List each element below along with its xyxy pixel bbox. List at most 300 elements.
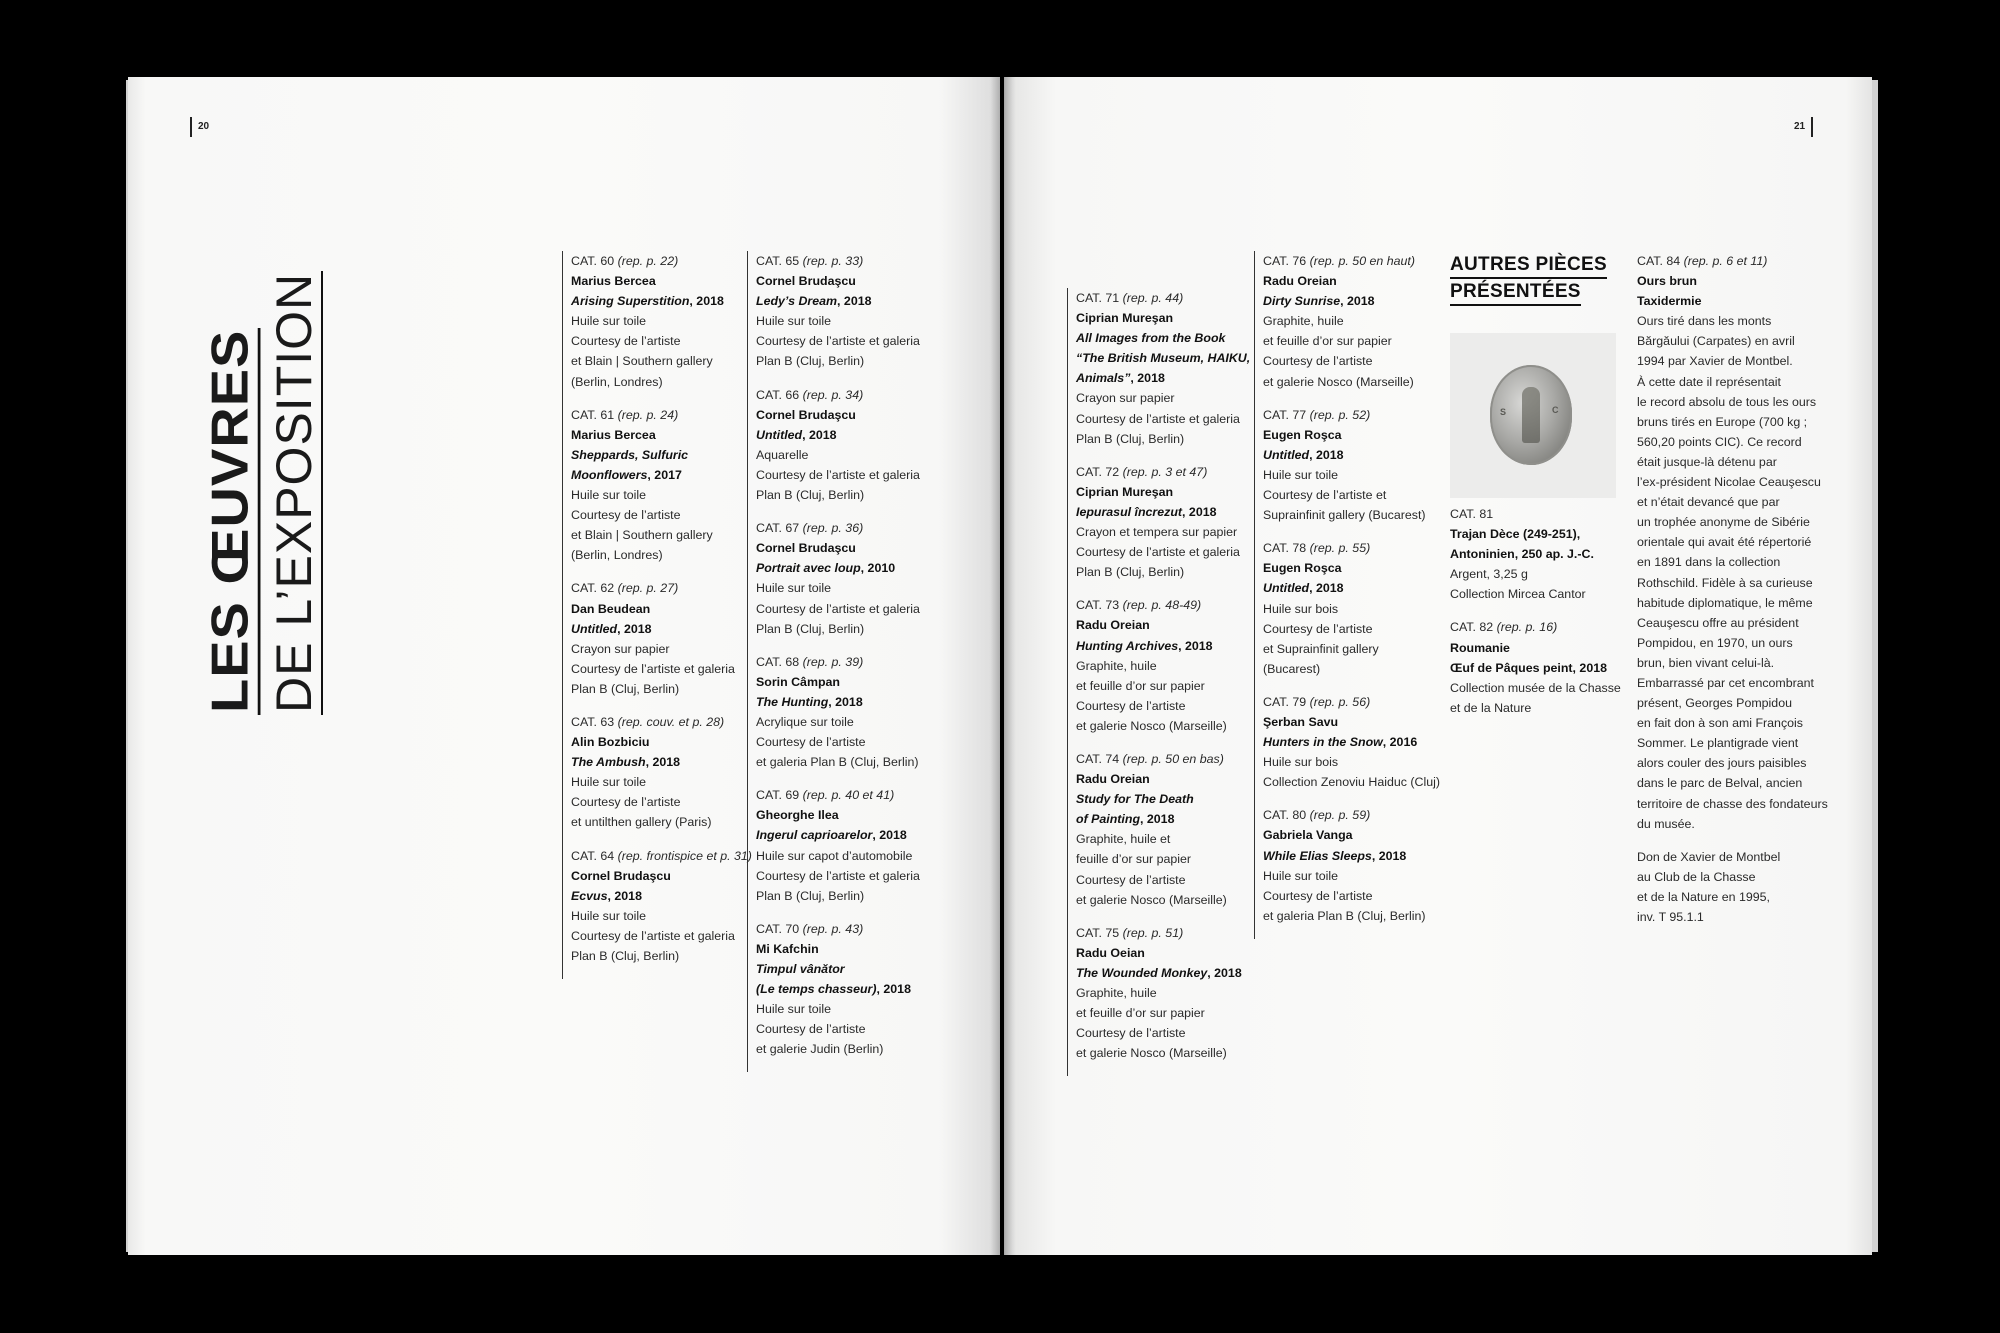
work-title-text: The Hunting bbox=[756, 694, 829, 709]
section-title-line1: LES ŒUVRES bbox=[200, 329, 259, 713]
description-line: Ours tiré dans les monts bbox=[1637, 314, 1772, 329]
work-detail: et galerie Nosco (Marseille) bbox=[1076, 892, 1227, 907]
catalog-entry bbox=[1263, 405, 1440, 526]
work-year: , 2018 bbox=[828, 694, 863, 709]
work-title-text: Animals” bbox=[1076, 371, 1131, 386]
object-detail: Argent, 3,25 g bbox=[1450, 567, 1528, 582]
catalog-number bbox=[1263, 805, 1440, 825]
description-line: le record absolu de tous les ours bbox=[1637, 394, 1817, 409]
work-title-text: Study for The Death bbox=[1076, 792, 1194, 807]
work-year: , 2018 bbox=[1340, 294, 1375, 309]
work-detail: Plan B (Cluj, Berlin) bbox=[756, 621, 865, 636]
catalog-entry bbox=[1637, 251, 1828, 834]
object-detail: Collection musée de la Chasse bbox=[1450, 680, 1621, 695]
cat-label: CAT. 61 bbox=[571, 407, 615, 422]
work-detail: Huile sur toile bbox=[756, 314, 832, 329]
work-detail: et feuille d’or sur papier bbox=[1076, 1006, 1205, 1021]
page-reference: (rep. p. 44) bbox=[1122, 291, 1184, 305]
description-line: Sommer. Le plantigrade vient bbox=[1637, 736, 1799, 751]
work-detail: Courtesy de l’artiste bbox=[1076, 1026, 1186, 1041]
object-title: Antoninien, 250 ap. J.-C. bbox=[1450, 547, 1594, 562]
description-line: en fait don à son ami François bbox=[1637, 716, 1803, 731]
page-reference: (rep. p. 48-49) bbox=[1122, 598, 1202, 613]
work-detail: et galerie Nosco (Marseille) bbox=[1263, 374, 1414, 389]
artist-name: Şerban Savu bbox=[1263, 714, 1339, 729]
artist-name: Mi Kafchin bbox=[756, 941, 819, 956]
object-title: Œuf de Pâques peint, 2018 bbox=[1450, 660, 1607, 675]
work-detail: Plan B (Cluj, Berlin) bbox=[1076, 565, 1185, 580]
work-detail: Crayon et tempera sur papier bbox=[1076, 525, 1238, 540]
work-detail: Huile sur bois bbox=[1263, 755, 1339, 770]
work-detail: Crayon sur papier bbox=[571, 641, 670, 656]
description-line: en 1891 dans la collection bbox=[1637, 555, 1781, 570]
artist-name: Sorin Câmpan bbox=[756, 674, 840, 689]
catalog-entry bbox=[571, 712, 752, 833]
page-reference: (rep. p. 50 en bas) bbox=[1122, 751, 1224, 766]
work-detail: et galerie Judin (Berlin) bbox=[756, 1042, 884, 1057]
page-reference: (rep. p. 52) bbox=[1309, 407, 1371, 422]
work-detail: Plan B (Cluj, Berlin) bbox=[756, 488, 865, 503]
cat-label: CAT. 72 bbox=[1076, 464, 1120, 479]
work-title-text: of Painting bbox=[1076, 812, 1141, 827]
work-detail: Courtesy de l’artiste bbox=[1263, 888, 1373, 903]
coin-letter-left: S bbox=[1500, 407, 1507, 417]
catalog-entry bbox=[1076, 923, 1250, 1064]
work-title-text: (Le temps chasseur) bbox=[756, 982, 877, 997]
cat-label: CAT. 60 bbox=[571, 254, 615, 268]
coin-figure bbox=[1522, 387, 1540, 443]
work-detail: et feuille d’or sur papier bbox=[1076, 678, 1205, 693]
object-title: Ours brun bbox=[1637, 274, 1697, 289]
work-detail: (Bucarest) bbox=[1263, 661, 1321, 676]
catalog-column-3 bbox=[1067, 288, 1250, 1076]
page-reference: (rep. p. 39) bbox=[802, 654, 864, 669]
object-title: Taxidermie bbox=[1637, 294, 1702, 309]
catalog-entry bbox=[571, 405, 752, 566]
catalog-number bbox=[1263, 251, 1440, 271]
catalog-entry bbox=[1450, 504, 1621, 604]
page-reference: (rep. p. 50 en haut) bbox=[1309, 254, 1415, 268]
page-reference: (rep. p. 55) bbox=[1309, 541, 1371, 556]
description-line: 1994 par Xavier de Montbel. bbox=[1637, 354, 1793, 369]
work-detail: Huile sur toile bbox=[1263, 868, 1339, 883]
cat-label: CAT. 80 bbox=[1263, 808, 1307, 823]
description-line: habitude diplomatique, le même bbox=[1637, 595, 1813, 610]
work-title-text: Iepurasul încrezut bbox=[1076, 504, 1183, 519]
artist-name: Eugen Roşca bbox=[1263, 427, 1342, 442]
work-year: , 2018 bbox=[872, 828, 907, 843]
work-title-text: Timpul vânător bbox=[756, 962, 845, 976]
page-reference: (rep. p. 3 et 47) bbox=[1122, 464, 1208, 479]
work-detail: Courtesy de l’artiste et galeria bbox=[756, 601, 920, 616]
work-title bbox=[1263, 732, 1440, 752]
work-title-text: The Ambush bbox=[571, 755, 646, 770]
cat-label: CAT. 75 bbox=[1076, 925, 1120, 940]
catalog-number bbox=[571, 405, 752, 425]
work-year: , 2018 bbox=[1178, 638, 1213, 653]
cat-label: CAT. 69 bbox=[756, 788, 800, 803]
artist-name: Eugen Roşca bbox=[1263, 561, 1342, 576]
catalog-number bbox=[1076, 923, 1250, 943]
cat-label: CAT. 74 bbox=[1076, 751, 1120, 766]
section-title bbox=[200, 271, 323, 715]
page-reference: (rep. p. 16) bbox=[1496, 620, 1558, 635]
work-title bbox=[1263, 291, 1440, 311]
work-detail: Plan B (Cluj, Berlin) bbox=[571, 681, 680, 696]
artist-name: Dan Beudean bbox=[571, 601, 651, 616]
work-detail: Acrylique sur toile bbox=[756, 714, 854, 729]
artist-name: Cornel Brudaşcu bbox=[571, 868, 671, 883]
work-title bbox=[571, 445, 752, 465]
cat-label: CAT. 66 bbox=[756, 387, 800, 402]
work-year: , 2018 bbox=[1309, 447, 1344, 462]
work-detail: Courtesy de l’artiste bbox=[756, 735, 866, 750]
catalog-entry bbox=[756, 518, 920, 639]
work-title bbox=[571, 619, 752, 639]
catalog-entry bbox=[1263, 692, 1440, 792]
catalog-entry bbox=[756, 919, 920, 1060]
description-line: orientale qui avait été répertorié bbox=[1637, 535, 1812, 550]
cat-label: CAT. 62 bbox=[571, 581, 615, 596]
cat-label: CAT. 77 bbox=[1263, 407, 1307, 422]
work-title bbox=[571, 752, 752, 772]
work-detail: Huile sur toile bbox=[571, 775, 647, 790]
work-title-text: Dirty Sunrise bbox=[1263, 294, 1341, 309]
work-detail: Crayon sur papier bbox=[1076, 391, 1175, 406]
page-reference: (rep. p. 33) bbox=[802, 254, 864, 268]
work-year: , 2018 bbox=[617, 621, 652, 636]
work-title-text: “The British Museum, HAIKU, bbox=[1076, 351, 1251, 366]
page-reference: (rep. p. 34) bbox=[802, 387, 864, 402]
work-detail: Courtesy de l’artiste et galeria bbox=[1076, 545, 1240, 560]
catalog-number bbox=[756, 251, 920, 271]
description-line: était jusque-là détenu par bbox=[1637, 454, 1777, 469]
description-line: À cette date il représentait bbox=[1637, 374, 1781, 389]
description-line: du musée. bbox=[1637, 816, 1695, 831]
catalog-number bbox=[1263, 405, 1440, 425]
catalog-number bbox=[1076, 749, 1250, 769]
work-detail: Graphite, huile bbox=[1076, 658, 1157, 673]
cat-label: CAT. 78 bbox=[1263, 541, 1307, 556]
catalog-entry bbox=[1076, 288, 1250, 449]
artist-name: Gheorghe Ilea bbox=[756, 808, 839, 823]
folio-left: 20 bbox=[190, 117, 209, 137]
work-year: , 2016 bbox=[1382, 735, 1418, 750]
cat-label: CAT. 76 bbox=[1263, 254, 1307, 268]
bear-entry-column bbox=[1637, 251, 1828, 940]
donation-line: Don de Xavier de Montbel bbox=[1637, 849, 1781, 864]
catalog-column-4 bbox=[1254, 251, 1440, 939]
work-detail: Aquarelle bbox=[756, 447, 809, 462]
work-detail: Courtesy de l’artiste bbox=[1076, 698, 1186, 713]
work-year: , 2018 bbox=[645, 755, 681, 770]
artist-name: Cornel Brudaşcu bbox=[756, 541, 856, 556]
silver-coin-icon bbox=[1490, 365, 1572, 465]
object-title: Trajan Dèce (249-251), bbox=[1450, 527, 1581, 542]
artist-name: Cornel Brudaşcu bbox=[756, 407, 856, 422]
donation-line: au Club de la Chasse bbox=[1637, 869, 1756, 884]
work-title-text: While Elias Sleeps bbox=[1263, 848, 1372, 863]
work-title bbox=[571, 886, 752, 906]
work-year: , 2018 bbox=[1309, 581, 1344, 596]
catalog-column-2 bbox=[747, 251, 920, 1072]
artist-name: Radu Oeian bbox=[1076, 945, 1145, 960]
catalog-entry bbox=[571, 846, 752, 967]
work-title-text: Ingerul caprioarelor bbox=[756, 828, 873, 843]
artist-name: Radu Oreian bbox=[1076, 618, 1150, 633]
work-detail: Courtesy de l’artiste bbox=[756, 1022, 866, 1037]
work-title bbox=[1263, 846, 1440, 866]
description-line: 560,20 points CIC). Ce record bbox=[1637, 434, 1802, 449]
work-title bbox=[1263, 578, 1440, 598]
work-title bbox=[756, 425, 920, 445]
work-title bbox=[571, 465, 752, 485]
work-year: , 2018 bbox=[1207, 965, 1242, 980]
work-title bbox=[756, 692, 920, 712]
work-detail: Huile sur toile bbox=[571, 908, 647, 923]
work-detail: Courtesy de l’artiste bbox=[571, 508, 681, 523]
catalog-entry bbox=[756, 251, 920, 372]
catalog-entry bbox=[1263, 251, 1440, 392]
work-year: , 2018 bbox=[876, 982, 911, 997]
cat-label: CAT. 67 bbox=[756, 521, 800, 536]
artist-name: Marius Bercea bbox=[571, 274, 656, 289]
work-detail: Courtesy de l’artiste et galeria bbox=[1076, 411, 1240, 426]
work-title-text: Untitled bbox=[756, 427, 803, 442]
work-year: , 2018 bbox=[1182, 504, 1217, 519]
donation-note bbox=[1637, 847, 1828, 927]
cat-label: CAT. 84 bbox=[1637, 254, 1681, 268]
page-reference: (rep. p. 27) bbox=[617, 581, 679, 596]
work-title-text: Untitled bbox=[1263, 581, 1310, 596]
artist-name: Radu Oreian bbox=[1263, 274, 1337, 289]
work-title bbox=[1076, 502, 1250, 522]
work-detail: Courtesy de l’artiste et galeria bbox=[571, 928, 735, 943]
work-title bbox=[1263, 445, 1440, 465]
description-line: Bărgăului (Carpates) en avril bbox=[1637, 334, 1795, 349]
work-year: , 2017 bbox=[647, 467, 682, 482]
work-title bbox=[1076, 348, 1250, 368]
work-detail: Courtesy de l’artiste et bbox=[1263, 488, 1387, 503]
description-line: Embarrassé par cet encombrant bbox=[1637, 675, 1814, 690]
work-detail: et Blain | Southern gallery bbox=[571, 354, 713, 369]
work-detail: Graphite, huile bbox=[1263, 314, 1344, 329]
work-detail: Courtesy de l’artiste et galeria bbox=[571, 661, 735, 676]
cat-label: CAT. 79 bbox=[1263, 694, 1307, 709]
work-detail: Graphite, huile bbox=[1076, 986, 1157, 1000]
work-detail: Courtesy de l’artiste bbox=[1263, 354, 1373, 369]
work-detail: (Berlin, Londres) bbox=[571, 548, 663, 563]
catalog-entry bbox=[571, 578, 752, 699]
work-year: , 2018 bbox=[1130, 371, 1165, 386]
work-detail: Courtesy de l’artiste bbox=[1263, 621, 1373, 636]
object-detail: et de la Nature bbox=[1450, 700, 1532, 715]
description-line: bruns tirés en Europe (700 kg ; bbox=[1637, 414, 1808, 429]
work-detail: feuille d’or sur papier bbox=[1076, 852, 1192, 867]
page-reference: (rep. p. 6 et 11) bbox=[1683, 254, 1768, 268]
work-detail: Courtesy de l’artiste et galeria bbox=[756, 467, 920, 482]
work-detail: Huile sur toile bbox=[1263, 467, 1339, 482]
work-detail: et galerie Nosco (Marseille) bbox=[1076, 718, 1227, 733]
description-line: un trophée anonyme de Sibérie bbox=[1637, 515, 1810, 530]
artist-name: Marius Bercea bbox=[571, 427, 656, 442]
work-detail: (Berlin, Londres) bbox=[571, 374, 663, 389]
catalog-entry bbox=[571, 251, 752, 392]
work-title bbox=[756, 291, 920, 311]
page-reference: (rep. p. 59) bbox=[1309, 808, 1371, 823]
book-gutter bbox=[990, 77, 1016, 1255]
cat-label: CAT. 73 bbox=[1076, 598, 1120, 613]
coin-photo bbox=[1450, 333, 1616, 498]
donation-line: inv. T 95.1.1 bbox=[1637, 910, 1704, 924]
work-detail: et untilthen gallery (Paris) bbox=[571, 815, 712, 830]
catalog-number bbox=[756, 785, 920, 805]
catalog-number bbox=[1263, 692, 1440, 712]
object-detail: Collection Mircea Cantor bbox=[1450, 587, 1586, 602]
catalog-number bbox=[756, 385, 920, 405]
description-line: l’ex-président Nicolae Ceauşescu bbox=[1637, 475, 1821, 490]
other-pieces-heading: AUTRES PIÈCES PRÉSENTÉES bbox=[1450, 252, 1607, 306]
catalog-number bbox=[1263, 538, 1440, 558]
work-title-text: Ecvus bbox=[571, 888, 608, 903]
page-reference: (rep. p. 43) bbox=[802, 921, 864, 936]
cat-label: CAT. 70 bbox=[756, 921, 800, 936]
artist-name: Ciprian Mureşan bbox=[1076, 484, 1174, 499]
description-line: dans le parc de Belval, ancien bbox=[1637, 776, 1803, 791]
catalog-entry bbox=[1076, 462, 1250, 583]
catalog-entry bbox=[1450, 617, 1621, 717]
catalog-entry bbox=[1076, 749, 1250, 910]
page-reference: (rep. p. 22) bbox=[617, 254, 679, 268]
work-title bbox=[1076, 789, 1250, 809]
catalog-column-1 bbox=[562, 251, 752, 979]
catalog-number bbox=[1637, 251, 1828, 271]
catalog-entry bbox=[756, 385, 920, 506]
work-title bbox=[1076, 636, 1250, 656]
catalog-number bbox=[571, 578, 752, 598]
work-title bbox=[1076, 328, 1250, 348]
work-detail: Plan B (Cluj, Berlin) bbox=[571, 949, 680, 963]
work-title-text: All Images from the Book bbox=[1076, 331, 1226, 346]
folio-right: 21 bbox=[1794, 117, 1813, 137]
cat-label: CAT. 64 bbox=[571, 848, 615, 863]
work-detail: et galerie Nosco (Marseille) bbox=[1076, 1046, 1227, 1061]
description-line: territoire de chasse des fondateurs bbox=[1637, 796, 1828, 811]
catalog-number bbox=[571, 251, 752, 271]
work-detail: Courtesy de l’artiste et galeria bbox=[756, 868, 920, 883]
work-title-text: The Wounded Monkey bbox=[1076, 965, 1208, 980]
work-detail: et Suprainfinit gallery bbox=[1263, 641, 1379, 656]
catalog-entry bbox=[1263, 538, 1440, 679]
artist-name: Ciprian Mureşan bbox=[1076, 311, 1174, 326]
work-detail: Huile sur toile bbox=[756, 1002, 832, 1017]
work-title bbox=[1076, 963, 1250, 983]
catalog-number bbox=[756, 652, 920, 672]
work-title bbox=[756, 959, 920, 979]
description-line: alors couler des jours paisibles bbox=[1637, 756, 1807, 771]
work-title-text: Moonflowers bbox=[571, 467, 648, 482]
work-detail: Courtesy de l’artiste et galeria bbox=[756, 334, 920, 349]
catalog-number bbox=[571, 846, 752, 866]
work-title bbox=[756, 979, 920, 999]
catalog-number bbox=[756, 919, 920, 939]
work-title-text: Sheppards, Sulfuric bbox=[571, 447, 689, 462]
work-title bbox=[1076, 368, 1250, 388]
work-detail: et Blain | Southern gallery bbox=[571, 528, 713, 543]
work-title-text: Hunting Archives bbox=[1076, 638, 1179, 653]
catalog-number bbox=[1076, 462, 1250, 482]
catalog-entry bbox=[756, 652, 920, 773]
page-reference: (rep. p. 56) bbox=[1309, 694, 1371, 709]
work-title-text: Untitled bbox=[571, 621, 618, 636]
work-year: , 2018 bbox=[607, 888, 642, 903]
work-detail: Huile sur bois bbox=[1263, 601, 1339, 616]
artist-name: Gabriela Vanga bbox=[1263, 828, 1353, 843]
description-line: Rothschild. Fidèle à sa curieuse bbox=[1637, 575, 1813, 590]
work-title-text: Portrait avec loup bbox=[756, 561, 861, 576]
object-title: Roumanie bbox=[1450, 640, 1510, 655]
work-detail: Graphite, huile et bbox=[1076, 832, 1171, 847]
catalog-entry bbox=[756, 785, 920, 906]
catalog-number bbox=[571, 712, 752, 732]
work-year: , 2010 bbox=[860, 561, 896, 576]
catalog-entry bbox=[1263, 805, 1440, 926]
catalog-number bbox=[1076, 288, 1250, 308]
description-line: Pompidou, en 1970, un ours bbox=[1637, 635, 1793, 650]
artist-name: Alin Bozbiciu bbox=[571, 735, 650, 750]
coin-letter-right: C bbox=[1552, 405, 1559, 415]
work-detail: Courtesy de l’artiste bbox=[571, 334, 681, 349]
work-detail: Huile sur toile bbox=[571, 488, 647, 503]
cat-label: CAT. 82 bbox=[1450, 620, 1494, 635]
work-title-text: Ledy’s Dream bbox=[756, 294, 838, 309]
work-detail: Plan B (Cluj, Berlin) bbox=[756, 354, 865, 369]
work-detail: Huile sur capot d’automobile bbox=[756, 848, 913, 863]
page-reference: (rep. p. 40 et 41) bbox=[802, 788, 895, 803]
artist-name: Cornel Brudaşcu bbox=[756, 274, 856, 289]
description-line: et n’était devancé que par bbox=[1637, 495, 1780, 510]
cat-label: CAT. 63 bbox=[571, 714, 615, 729]
donation-line: et de la Nature en 1995, bbox=[1637, 889, 1770, 904]
work-detail: Huile sur toile bbox=[756, 581, 832, 596]
section-title-line2: DE L’EXPOSITION bbox=[266, 272, 322, 713]
catalog-number bbox=[1076, 595, 1250, 615]
work-year: , 2018 bbox=[1371, 848, 1407, 863]
page-reference: (rep. p. 24) bbox=[617, 407, 679, 422]
work-year: , 2018 bbox=[1140, 812, 1175, 827]
cat-label: CAT. 65 bbox=[756, 254, 800, 268]
work-detail: Plan B (Cluj, Berlin) bbox=[1076, 431, 1185, 446]
work-detail: et galeria Plan B (Cluj, Berlin) bbox=[756, 755, 919, 770]
cat-label: CAT. 81 bbox=[1450, 507, 1494, 521]
work-title-text: Untitled bbox=[1263, 447, 1310, 462]
work-detail: et galeria Plan B (Cluj, Berlin) bbox=[1263, 908, 1426, 923]
description-line: présent, Georges Pompidou bbox=[1637, 696, 1792, 711]
catalog-entry bbox=[1076, 595, 1250, 736]
page-reference: (rep. frontispice et p. 31) bbox=[617, 848, 752, 863]
work-detail: Collection Zenoviu Haiduc (Cluj) bbox=[1263, 775, 1440, 790]
work-title bbox=[571, 291, 752, 311]
work-title-text: Hunters in the Snow bbox=[1263, 735, 1383, 750]
work-detail: et feuille d’or sur papier bbox=[1263, 334, 1392, 349]
work-title bbox=[1076, 809, 1250, 829]
cat-label: CAT. 68 bbox=[756, 654, 800, 669]
work-detail: Courtesy de l’artiste bbox=[571, 795, 681, 810]
description-line: brun, bien vivant celui-là. bbox=[1637, 655, 1775, 670]
page-reference: (rep. couv. et p. 28) bbox=[617, 714, 725, 729]
page-reference: (rep. p. 51) bbox=[1122, 925, 1184, 940]
description-line: Ceauşescu offre au président bbox=[1637, 615, 1799, 630]
